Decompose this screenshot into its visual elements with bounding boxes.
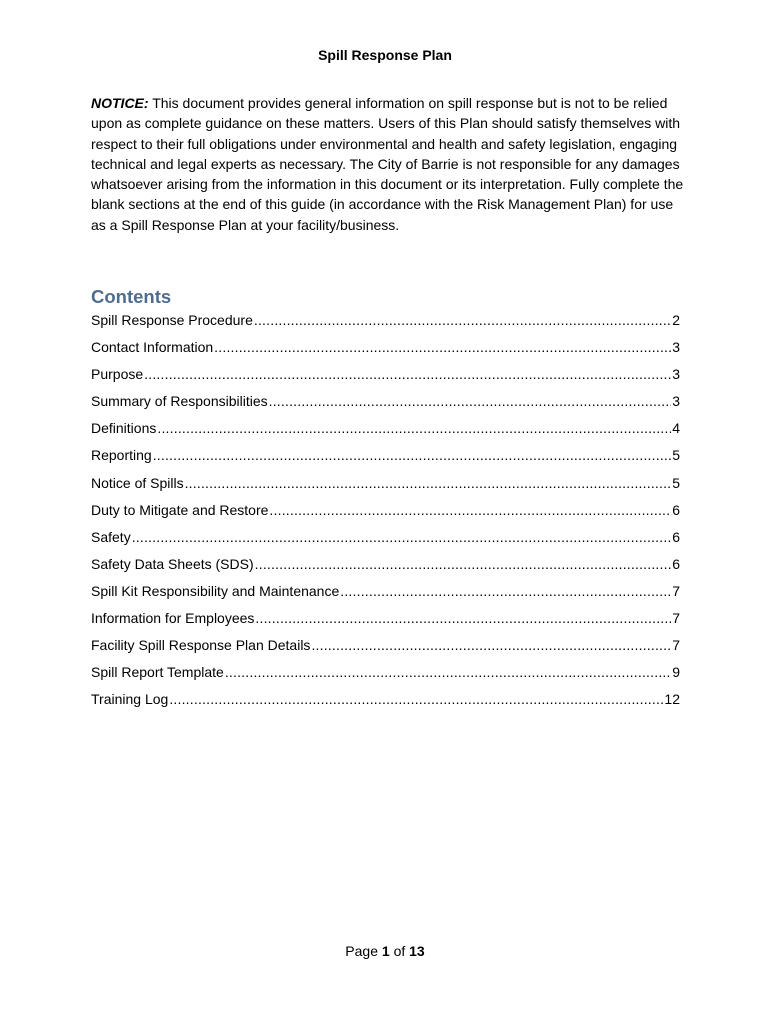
toc-entry-page-number[interactable]: 6: [672, 528, 680, 545]
toc-entry-label[interactable]: Spill Response Procedure: [91, 312, 253, 328]
toc-entry-page-number[interactable]: 7: [672, 610, 680, 627]
toc-entry-label[interactable]: Training Log: [91, 691, 169, 708]
toc-entry[interactable]: [91, 447, 680, 474]
toc-entry-label[interactable]: Duty to Mitigate and Restore: [91, 501, 269, 518]
toc-entry-label[interactable]: Safety Data Sheets (SDS): [91, 555, 254, 572]
toc-leader-dots: [269, 393, 672, 409]
toc-entry-page-number[interactable]: 2: [672, 312, 680, 328]
toc-entry-page-number[interactable]: 4: [672, 420, 680, 437]
toc-entry[interactable]: [91, 529, 680, 556]
document-title: Spill Response Plan: [318, 47, 452, 63]
toc-heading: Contents: [91, 286, 172, 307]
toc-leader-dots: [144, 366, 671, 382]
toc-entry[interactable]: [91, 691, 680, 718]
footer-current-page: 1: [381, 943, 390, 959]
toc-entry-page-number[interactable]: 9: [672, 664, 680, 681]
toc-entry-label[interactable]: Reporting: [91, 447, 152, 464]
page-footer: [0, 943, 770, 959]
toc-entry-page-number[interactable]: 6: [672, 555, 680, 572]
toc-leader-dots: [255, 556, 672, 572]
toc-entry-page-number[interactable]: 7: [672, 582, 680, 599]
toc-entry[interactable]: [91, 502, 680, 529]
toc-entry-label[interactable]: Summary of Responsibilities: [91, 393, 268, 410]
toc-entry-page-number[interactable]: 5: [672, 474, 680, 491]
toc-entry-label[interactable]: Notice of Spills: [91, 474, 184, 491]
toc-leader-dots: [185, 475, 672, 491]
toc-entry[interactable]: [91, 664, 680, 691]
toc-entry-page-number[interactable]: 3: [672, 366, 680, 383]
toc-entry-page-number[interactable]: 3: [672, 339, 680, 356]
footer-page-word: Page: [345, 943, 378, 959]
toc-entry[interactable]: [91, 556, 680, 583]
toc-entry[interactable]: [91, 475, 680, 502]
toc-entry-label[interactable]: Spill Kit Responsibility and Maintenance: [91, 582, 340, 599]
toc-leader-dots: [132, 529, 672, 545]
toc-entry[interactable]: [91, 583, 680, 610]
toc-entry[interactable]: [91, 339, 680, 366]
toc-leader-dots: [255, 610, 671, 626]
toc-entry[interactable]: [91, 366, 680, 393]
toc-leader-dots: [340, 583, 671, 599]
toc-entry-label[interactable]: Information for Employees: [91, 610, 255, 627]
toc-entry[interactable]: [91, 312, 680, 339]
notice-label: NOTICE:: [91, 95, 149, 111]
toc-leader-dots: [214, 339, 671, 355]
toc-entry-label[interactable]: Definitions: [91, 420, 157, 437]
toc-entry-page-number[interactable]: 5: [672, 447, 680, 464]
notice-text: This document provides general information on spill response but is not to be relied upon as complete guidance on these matters. Users of this Plan should satisfy themselves with respect to their full obligations under environmental and health and safety legislation, engaging technical and legal experts as necessary. The City of Barrie is not responsible for any damages whatsoever arising from the information in this document or its interpretation. Fully complete the blank sections at the end of this guide (in accordance with the Risk Management Plan) for use as a Spill Response Plan at your facility/business.: [91, 95, 684, 233]
toc-entry[interactable]: [91, 420, 680, 447]
toc-leader-dots: [311, 637, 671, 653]
table-of-contents: [91, 312, 680, 718]
toc-entry-label[interactable]: Contact Information: [91, 339, 214, 356]
toc-leader-dots: [269, 502, 671, 518]
toc-leader-dots: [169, 691, 663, 707]
toc-entry-page-number[interactable]: 12: [664, 691, 680, 708]
toc-entry[interactable]: [91, 393, 680, 420]
toc-leader-dots: [157, 420, 671, 436]
toc-leader-dots: [153, 447, 672, 463]
toc-entry-label[interactable]: Facility Spill Response Plan Details: [91, 637, 311, 654]
footer-of-word: of: [393, 943, 406, 959]
toc-entry[interactable]: [91, 637, 680, 664]
toc-entry-page-number[interactable]: 7: [672, 637, 680, 654]
footer-total-pages: 13: [409, 943, 425, 959]
notice-paragraph: [91, 93, 691, 235]
toc-entry-label[interactable]: Purpose: [91, 366, 144, 383]
toc-entry-label[interactable]: Spill Report Template: [91, 664, 224, 681]
toc-entry-label[interactable]: Safety: [91, 528, 131, 545]
toc-entry-page-number[interactable]: 3: [672, 393, 680, 410]
toc-leader-dots: [225, 664, 671, 680]
toc-leader-dots: [254, 312, 671, 328]
toc-entry-page-number[interactable]: 6: [672, 501, 680, 518]
toc-entry[interactable]: [91, 610, 680, 637]
